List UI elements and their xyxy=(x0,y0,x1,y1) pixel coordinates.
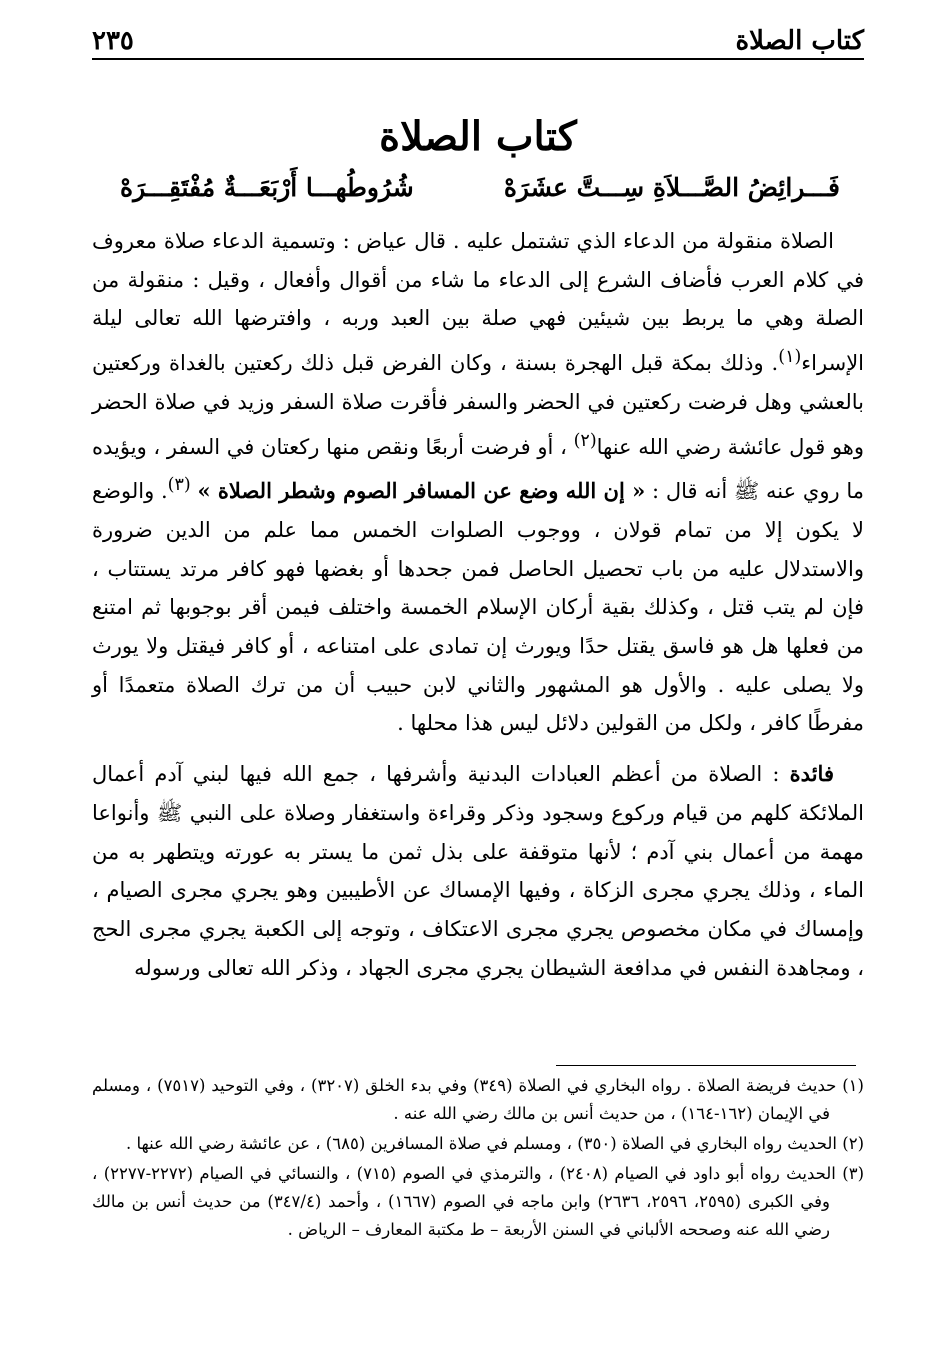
page-number: ٢٣٥ xyxy=(92,26,134,56)
p1-text-a: الصلاة منقولة من الدعاء الذي تشتمل عليه . قال عياض : وتسمية الدعاء صلاة معروف في كلام العرب فأضاف الشرع إلى الدعاء ما شاء من أقوال وأفعال ، وقيل : منقولة من الصلة وهي ما يربط بين شيئين فهي صلة بين العبد وربه ، وافترضها الله تعالى ليلة الإسراء xyxy=(92,229,864,376)
verse-line xyxy=(120,168,840,208)
p1-text-c: ، أو فرضت أربعًا ونقص منها ركعتان في السفر ، ويؤيده ما روي عنه ﷺ أنه قال : xyxy=(92,434,864,504)
p1-text-d: . والوضع لا يكون إلا من تمام قولان ، ووجوب الصلوات الخمس مما علم من الدين ضرورة والاستدلال عليه من باب تحصيل الحاصل فمن جحدها أو بغضها فهو كافر مرتد يستتاب ، فإن لم يتب قتل ، وكذلك بقية أركان الإسلام الخمسة واختلف فيمن أقر بوجوبها ثم امتنع من فعلها هل هو فاسق يقتل حدًا ويورث إن تمادى على امتناعه ، أو كافر فيقتل ولا يورث ولا يصلى عليه . والأول هو المشهور والثاني لابن حبيب أن من ترك الصلاة متعمدًا أو مفرطًا كافر ، ولكل من القولين دلائل ليس هذا محلها . xyxy=(92,479,864,736)
verse-first-hemistich: فَـــرائِضُ الصَّـــلاَةِ سِـــتَّ عشَرَهْ xyxy=(503,173,840,202)
header-rule xyxy=(92,58,864,60)
footnote-ref-1: (١) xyxy=(778,347,802,368)
footnote-1: (١) حديث فريضة الصلاة . رواه البخاري في الصلاة (٣٤٩) وفي بدء الخلق (٣٢٠٧) ، وفي التوحيد (٧٥١٧) ، ومسلم في الإيمان (١٦٢-١٦٤) ، من حديث أنس بن مالك رضي الله عنه . xyxy=(92,1076,864,1123)
p2-text: : الصلاة من أعظم العبادات البدنية وأشرفها ، جمع الله فيها لبني آدم أعمال الملائكة كلهم من قيام وركوع وسجود وذكر وقراءة واستغفار وصلاة على النبي ﷺ وأنواعا مهمة من أعمال بني آدم ؛ لأنها متوقفة على بذل ثمن ما يستر به عورته ويتطهر به من الماء ، وذلك يجري مجرى الزكاة ، وفيها الإمساك عن الأطيبين وهو يجري مجرى الصيام ، وإمساك في مكان مخصوص يجري مجرى الاعتكاف ، وتوجه إلى الكعبة يجري مجرى الحج ، ومجاهدة النفس في مدافعة الشيطان يجري مجرى الجهاد ، وذكر الله تعالى ورسوله xyxy=(92,762,864,980)
footnote-ref-2: (٢) xyxy=(573,430,597,451)
footnote-3: (٣) الحديث رواه أبو داود في الصيام (٢٤٠٨) ، والترمذي في الصوم (٧١٥) ، والنسائي في الصيام (٢٢٧٢-٢٢٧٧) ، وفي الكبرى (٢٥٩٥، ٢٥٩٦، ٢٦٣٦) وابن ماجه في الصوم (١٦٦٧) ، وأحمد (٣٤٧/٤) من حديث أنس بن مالك رضي الله عنه وصححه الألباني في السنن الأربعة – ط مكتبة المعارف – الرياض . xyxy=(92,1164,865,1239)
footnote-ref-3: (٣) xyxy=(167,475,191,496)
footnote-2: (٢) الحديث رواه البخاري في الصلاة (٣٥٠) ، ومسلم في صلاة المسافرين (٦٨٥) ، عن عائشة رضي الله عنها . xyxy=(125,1134,864,1153)
footnotes xyxy=(92,1072,864,1246)
paragraph-2 xyxy=(92,755,864,987)
benefit-label: فائدة xyxy=(789,761,834,787)
chapter-title: كتاب الصلاة xyxy=(379,113,577,160)
paragraph-1 xyxy=(92,222,864,743)
running-title: كتاب الصلاة xyxy=(735,26,864,56)
verse-second-hemistich: شُرُوطُهـــا أَرْبَعَـــةٌ مُفْتَقِـــرَهْ xyxy=(120,173,414,202)
p1-text-b: . وذلك بمكة قبل الهجرة بسنة ، وكان الفرض قبل ذلك ركعتين بالغداة وركعتين بالعشي وهل فرضت ركعتين في الحضر والسفر فأقرت صلاة السفر وزيد في صلاة الحضر وهو قول عائشة رضي الله عنها xyxy=(92,351,865,459)
body-text xyxy=(92,222,864,999)
running-header xyxy=(92,22,864,60)
hadith-quote: « إن الله وضع عن المسافر الصوم وشطر الصلاة » xyxy=(197,478,646,504)
footnote-rule xyxy=(556,1065,856,1066)
